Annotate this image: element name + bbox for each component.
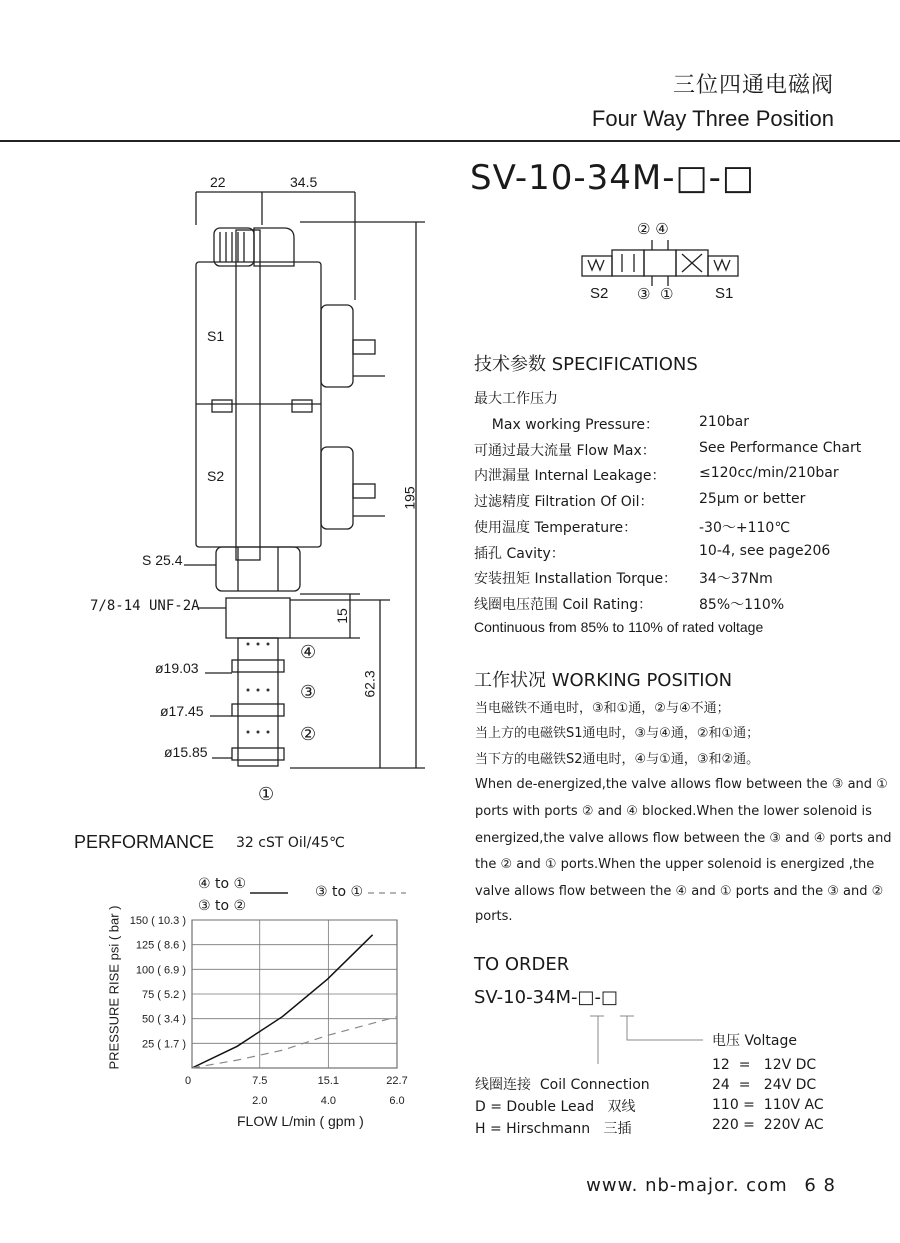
footer	[586, 1175, 836, 1196]
spec-row: 内泄漏量 Internal Leakage： ≤120cc/min/210bar	[474, 465, 839, 484]
spec-row: 可通过最大流量 Flow Max： See Performance Chart	[474, 440, 862, 459]
page-number: 6 8	[804, 1175, 836, 1196]
dim-15: 15	[333, 608, 350, 624]
series-line-1	[192, 1017, 397, 1068]
dim-62-3: 62.3	[361, 670, 378, 698]
port-2: ②	[300, 724, 317, 745]
legend-3to1: ③ to ①	[315, 884, 364, 900]
performance-title: PERFORMANCE	[74, 832, 215, 852]
dim-34-5: 34.5	[290, 174, 318, 190]
model-code: SV-10-34M-□-□	[470, 158, 756, 198]
order-voltage: 220 = 220V AC	[712, 1117, 824, 1133]
specs-max-pressure-cn: 最大工作压力	[474, 391, 558, 407]
dim-195: 195	[401, 486, 418, 510]
working-line: 当上方的电磁铁S1通电时，③与④通，②和①通；	[475, 726, 760, 741]
order-title: TO ORDER	[474, 954, 570, 975]
header-title-cn: 三位四通电磁阀	[672, 73, 834, 98]
label-s1: S1	[207, 328, 225, 344]
diameter-2: ø17.45	[160, 703, 204, 719]
y-tick-label: 75 ( 5.2 )	[141, 989, 186, 1001]
order-coil-label: 线圈连接 Coil Connection	[475, 1077, 650, 1093]
spec-row: 插孔 Cavity： 10-4, see page206	[474, 543, 831, 562]
specs-continuous: Continuous from 85% to 110% of rated voltage	[474, 619, 764, 635]
legend-4to1: ④ to ①	[198, 876, 247, 892]
x-tick-label: 0	[184, 1075, 192, 1087]
legend-3to2: ③ to ②	[198, 898, 247, 914]
label-s2: S2	[207, 468, 225, 484]
thread-spec: 7/8-14 UNF-2A	[90, 598, 200, 614]
working-line: 当电磁铁不通电时，③和①通，②与④不通；	[475, 701, 730, 716]
order-voltage: 12 = 12V DC	[712, 1057, 817, 1073]
symbol-top-ports: ② ④	[637, 220, 669, 238]
diameter-1: ø19.03	[155, 660, 199, 676]
specs-title: 技术参数 SPECIFICATIONS	[474, 354, 698, 375]
footer-url[interactable]: www. nb-major. com	[586, 1175, 788, 1196]
x-tick-label: 7.5	[252, 1075, 268, 1087]
working-line: When de-energized,the valve allows flow between the ③ and ①	[475, 777, 888, 792]
x-tick-label-gpm: 6.0	[389, 1095, 405, 1107]
spec-row: 使用温度 Temperature： -30～+110℃	[474, 520, 791, 536]
order-voltage: 110 = 110V AC	[712, 1097, 824, 1113]
working-line: ports.	[475, 909, 513, 924]
y-tick-label: 150 ( 10.3 )	[129, 915, 186, 927]
order-code: SV-10-34M-□-□	[474, 987, 619, 1008]
working-line: valve allows flow between the ④ and ① ports and the ③ and ②	[475, 884, 884, 899]
spec-row: 安装扭矩 Installation Torque： 34～37Nm	[474, 571, 773, 587]
symbol-s2: S2	[590, 285, 609, 302]
dim-22: 22	[210, 174, 226, 190]
spec-row: Max working Pressure： 210bar	[474, 414, 749, 433]
port-4: ④	[300, 642, 317, 663]
chart-ylabel: PRESSURE RISE psi ( bar )	[106, 905, 122, 1070]
y-tick-label: 125 ( 8.6 )	[135, 939, 186, 952]
performance-oil: 32 cST Oil/45℃	[236, 835, 345, 851]
y-tick-label: 25 ( 1.7 )	[141, 1038, 186, 1051]
spec-row: 过滤精度 Filtration Of Oil： 25μm or better	[474, 491, 806, 510]
port-3: ③	[300, 682, 317, 703]
order-voltage-label: 电压 Voltage	[712, 1033, 797, 1049]
y-tick-label: 100 ( 6.9 )	[135, 964, 186, 977]
series-line-0	[192, 935, 373, 1068]
spec-row: 线圈电压范围 Coil Rating： 85%～110%	[474, 597, 785, 613]
order-voltage: 24 = 24V DC	[712, 1077, 817, 1093]
x-tick-label-gpm: 2.0	[252, 1095, 268, 1107]
working-line: ports with ports ② and ④ blocked.When the lower solenoid is	[475, 804, 872, 819]
x-tick-label-gpm: 4.0	[320, 1095, 337, 1107]
diameter-3: ø15.85	[164, 744, 208, 760]
working-title: 工作状况 WORKING POSITION	[474, 670, 733, 691]
chart-xlabel: FLOW L/min ( gpm )	[237, 1113, 364, 1129]
x-tick-label: 22.7	[386, 1075, 408, 1087]
order-coil: H = Hirschmann 三插	[475, 1121, 632, 1137]
symbol-s1: S1	[715, 285, 734, 302]
symbol-ports-bottom: ③ ①	[637, 285, 674, 303]
x-tick-label: 15.1	[317, 1075, 340, 1087]
port-1: ①	[258, 784, 275, 805]
working-line: 当下方的电磁铁S2通电时，④与①通，③和②通。	[475, 752, 760, 767]
hex-size: S 25.4	[142, 552, 183, 568]
y-tick-label: 50 ( 3.4 )	[141, 1013, 186, 1026]
header-title-en: Four Way Three Position	[591, 106, 834, 131]
working-line: energized,the valve allows flow between the ③ and ④ ports and	[475, 831, 892, 846]
working-line: the ② and ① ports.When the upper solenoid is energized ,the	[475, 857, 875, 872]
order-coil: D = Double Lead 双线	[475, 1099, 636, 1115]
